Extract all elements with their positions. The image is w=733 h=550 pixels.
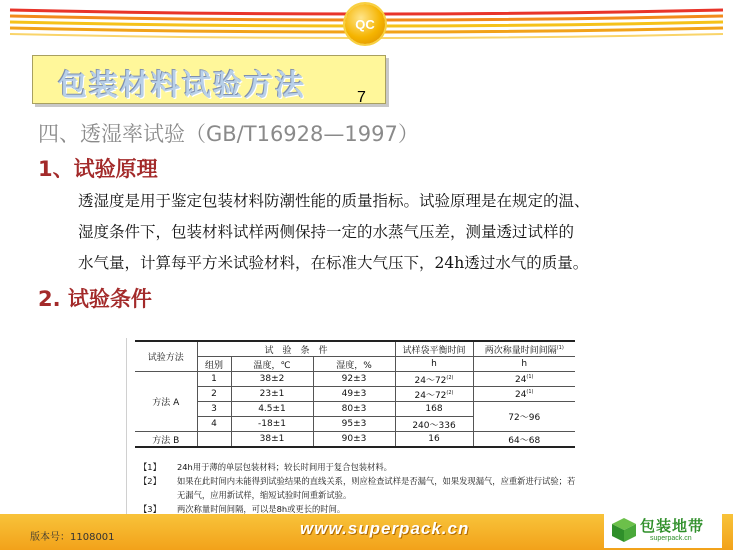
subheader-unit: h [395, 357, 473, 372]
table-row [135, 372, 575, 387]
paragraph-line: 水气量，计算每平方米试验材料，在标准大气压下，24h透过水气的质量。 [78, 254, 589, 272]
table-notes [139, 460, 579, 516]
subsection-heading-principle: 1、试验原理 [38, 157, 158, 181]
version-number: 版本号：1108001 [30, 532, 115, 543]
paragraph-line: 透湿度是用于鉴定包装材料防潮性能的质量指标。试验原理是在规定的温、 [78, 192, 590, 210]
cell-balance: 168 [395, 402, 473, 417]
conditions-table-image [126, 338, 581, 518]
cell-group: 2 [197, 387, 231, 402]
subheader-group: 组别 [197, 357, 231, 372]
cell-humidity: 90±3 [313, 432, 395, 448]
note-item: 【3】 两次称量时间间隔，可以是8h或更长的时间。 [139, 504, 346, 514]
cell-humidity: 92±3 [313, 372, 395, 387]
cell-balance: 240～336 [395, 417, 473, 432]
qc-badge-icon [345, 4, 385, 44]
subheader-temp: 温度，℃ [231, 357, 313, 372]
cell-interval: 24$^{(1)}$ [473, 372, 575, 387]
table-row [135, 387, 575, 402]
cell-temp: 4.5±1 [231, 402, 313, 417]
cell-balance: 24～72$^{(2)}$ [395, 372, 473, 387]
table-header-row [135, 341, 575, 357]
header-interval: 两次称量时间间隔$^{(1)}$ [473, 341, 575, 357]
table-row [135, 432, 575, 448]
cell-temp: 38±1 [231, 432, 313, 448]
subheader-humidity: 湿度，% [313, 357, 395, 372]
cell-humidity: 80±3 [313, 402, 395, 417]
logo-text: 包装地带 [640, 517, 705, 535]
cell-interval: 64～68 [473, 432, 575, 448]
cell-balance: 24～72$^{(2)}$ [395, 387, 473, 402]
subsection-heading-conditions: 2. 试验条件 [38, 287, 152, 311]
page-number: 7 [357, 89, 366, 106]
subheader-unit: h [473, 357, 575, 372]
method-b-label: 方法 B [135, 432, 197, 448]
paragraph-line: 湿度条件下，包装材料试样两侧保持一定的水蒸气压差，测量透过试样的 [78, 223, 575, 241]
cell-interval: 72～96 [473, 402, 575, 432]
logo-subtext: superpack.cn [650, 535, 692, 542]
table-row [135, 402, 575, 417]
cell-temp: -18±1 [231, 417, 313, 432]
principle-paragraph [78, 186, 688, 279]
cell-balance: 16 [395, 432, 473, 448]
section-heading: 四、透湿率试验（GB/T16928—1997） [38, 122, 419, 146]
header-method: 试验方法 [135, 341, 197, 372]
cell-group: 4 [197, 417, 231, 432]
qc-badge-label: QC [355, 16, 375, 32]
note-item: 【2】 如果在此时间内未能得到试验结果的直线关系，则应检查试样是否漏气，如果发现漏气，应重新进行试验；若无漏气，应用新试样，缩短试验时间重新试验。 [139, 476, 576, 500]
box-icon [610, 516, 638, 544]
cell-temp: 38±2 [231, 372, 313, 387]
page-title: 包装材料试验方法 [58, 68, 307, 102]
conditions-table [135, 340, 575, 448]
cell-humidity: 49±3 [313, 387, 395, 402]
cell-humidity: 95±3 [313, 417, 395, 432]
cell-group [197, 432, 231, 448]
cell-temp: 23±1 [231, 387, 313, 402]
header-conditions: 试 验 条 件 [197, 341, 395, 357]
cell-group: 3 [197, 402, 231, 417]
header-balance: 试样袋平衡时间 [395, 341, 473, 357]
method-a-label: 方法 A [135, 372, 197, 432]
note-item: 【1】 24h用于薄的单层包装材料；较长时间用于复合包装材料。 [139, 462, 392, 472]
brand-logo [604, 512, 722, 548]
table-subheader-row [135, 357, 575, 372]
cell-interval: 24$^{(1)}$ [473, 387, 575, 402]
footer-url: www.superpack.cn [300, 519, 470, 538]
cell-group: 1 [197, 372, 231, 387]
